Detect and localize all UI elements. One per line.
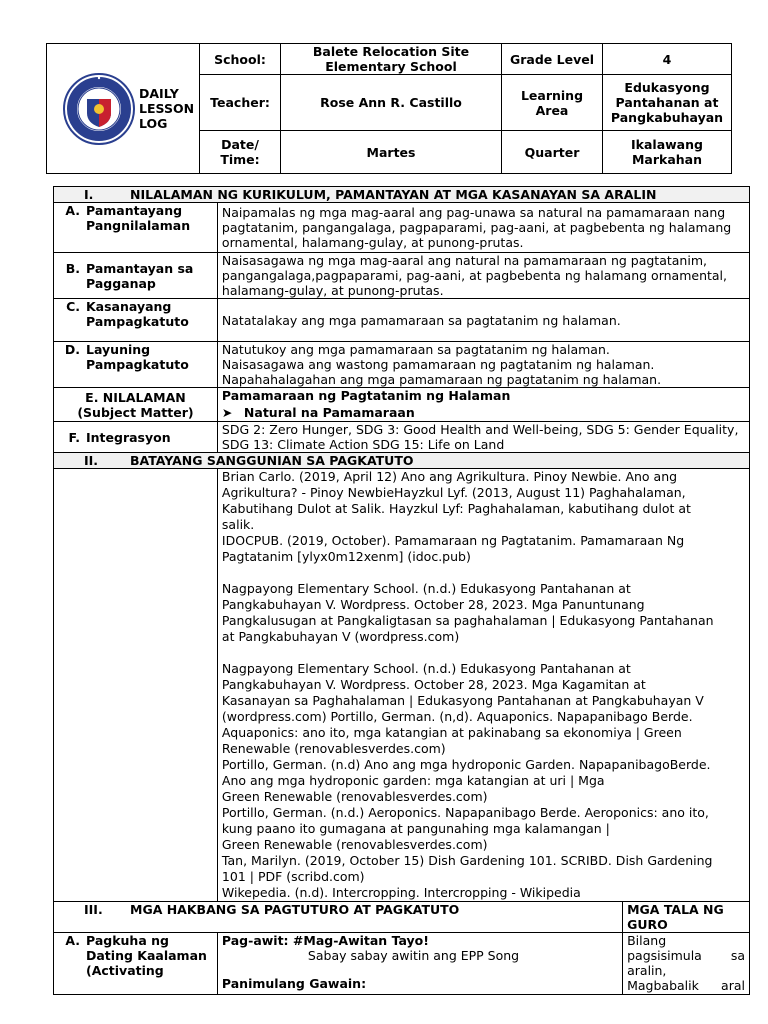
note-line: aralin,: [627, 963, 667, 978]
reference-line: (wordpress.com) Portillo, German. (n,d). Aquaponics. Napapanibago Berde.: [221, 709, 693, 724]
quarter-value: Ikalawang Markahan: [603, 131, 732, 174]
row-lines: [217, 342, 749, 388]
references-list: [217, 469, 749, 902]
row-text: Natatalakay ang mga pamamaraan sa pagtatanim ng halaman.: [217, 299, 749, 342]
row-pamantayan-sa-pagganap: [54, 253, 750, 299]
reference-line: Nagpayong Elementary School. (n.d.) Edukasyong Pantahanan at: [221, 661, 631, 676]
row-layuning-pampagkatuto: [54, 342, 750, 388]
reference-line: Portillo, German. (n.d.) Aeroponics. Napapanibago Berde. Aeroponics: ano ito,: [221, 805, 709, 820]
section-header-3: [54, 902, 750, 933]
row-label: Pamantayan sa Pagganap: [86, 260, 194, 291]
daily-lesson-log-title: [139, 86, 194, 131]
reference-line: Pangkalusugan at Pangkaligtasan sa paghahalaman | Edukasyong Pantahanan: [221, 613, 714, 628]
teacher-notes: [623, 933, 750, 995]
school-value: Balete Relocation Site Elementary School: [281, 44, 502, 75]
reference-line: Portillo, German. (n.d) Ano ang mga hydroponic Garden. NapapanibagoBerde.: [221, 757, 711, 772]
section-number: I.: [84, 187, 94, 202]
row-integrasyon: [54, 422, 750, 453]
area-value: Edukasyong Pantahanan at Pangkabuhayan: [603, 75, 732, 131]
song-title: Pag-awit: #Mag-Awitan Tayo!: [221, 933, 429, 948]
reference-line: 101 | PDF (scribd.com): [221, 869, 365, 884]
note-line: Magbabalik aral: [627, 978, 745, 993]
song-instruction: Sabay sabay awitin ang EPP Song: [307, 948, 520, 963]
reference-line: Kasanayan sa Paghahalaman | Edukasyong Pantahanan at Pangkabuhayan V: [221, 693, 704, 708]
row-pagkuha-ng-dating-kaalaman: [54, 933, 750, 995]
reference-line: kung paano ito gumagana at pangunahing mga kalamangan |: [221, 821, 610, 836]
section-title: MGA HAKBANG SA PAGTUTURO AT PAGKATUTO: [130, 902, 460, 917]
reference-line: at Pangkabuhayan V (wordpress.com): [221, 629, 460, 644]
objective-line: Naisasagawa ang wastong pamamaraan ng pagtatanim ng halaman.: [221, 357, 655, 372]
row-letter: A.: [65, 933, 80, 948]
arrow-bullet-icon: ➤: [221, 405, 233, 420]
section-header: [54, 453, 750, 469]
row-letter: A.: [65, 203, 80, 218]
row-label: Integrasyon: [86, 429, 171, 445]
row-references: [54, 469, 750, 902]
date-label: Date/ Time:: [200, 131, 281, 174]
section-header: [54, 187, 750, 203]
school-label: School:: [200, 44, 281, 75]
row-label: Pamantayang Pangnilalaman: [86, 203, 191, 233]
section-title: BATAYANG SANGGUNIAN SA PAGKATUTO: [130, 453, 414, 468]
reference-line: Kabutihang Dulot at Salik. Hayzkul Lyf: Paghahalaman, kabutihang dulot at: [221, 501, 691, 516]
quarter-label: Quarter: [502, 131, 603, 174]
row-letter: F.: [68, 429, 80, 445]
grade-label: Grade Level: [502, 44, 603, 75]
area-label: Learning Area: [502, 75, 603, 131]
section-number: II.: [84, 453, 99, 468]
row-content: [217, 388, 749, 422]
note-line: pagsisimula sa: [627, 948, 745, 963]
grade-value: 4: [603, 44, 732, 75]
reference-line: Wikepedia. (n.d). Intercropping. Intercropping - Wikipedia: [221, 885, 581, 900]
activity-content: [217, 933, 622, 995]
title-line: LOG: [139, 116, 168, 131]
row-kasanayang-pampagkatuto: [54, 299, 750, 342]
panimulang-gawain: Panimulang Gawain:: [221, 976, 367, 991]
reference-line: [222, 645, 745, 661]
row-label: Layuning Pampagkatuto: [86, 342, 189, 372]
reference-line: Pangkabuhayan V. Wordpress. October 28, 2023. Mga Kagamitan at: [221, 677, 646, 692]
reference-line: IDOCPUB. (2019, October). Pamamaraan ng Pagtatanim. Pamamaraan Ng: [221, 533, 685, 548]
title-line: LESSON: [139, 101, 195, 116]
reference-line: Nagpayong Elementary School. (n.d.) Edukasyong Pantahanan at: [221, 581, 631, 596]
reference-line: Aquaponics: ano ito, mga katangian at pakinabang sa ekonomiya | Green: [221, 725, 682, 740]
date-value: Martes: [281, 131, 502, 174]
reference-line: Pangkabuhayan V. Wordpress. October 28, 2023. Mga Panuntunang: [221, 597, 645, 612]
section-number: III.: [84, 902, 103, 917]
row-label: E. NILALAMAN (Subject Matter): [54, 388, 218, 422]
section-title: NILALAMAN NG KURIKULUM, PAMANTAYAN AT MGA KASANAYAN SA ARALIN: [130, 187, 657, 202]
objective-line: Natutukoy ang mga pamamaraan sa pagtatanim ng halaman.: [221, 342, 610, 357]
teacher-value: Rose Ann R. Castillo: [281, 75, 502, 131]
reference-line: Green Renewable (renovablesverdes.com): [221, 789, 488, 804]
teacher-label: Teacher:: [200, 75, 281, 131]
row-text: SDG 2: Zero Hunger, SDG 3: Good Health and Well-being, SDG 5: Gender Equality, SDG 13: Climate Action SDG 15: Life on Land: [217, 422, 749, 453]
row-text: Naisasagawa ng mga mag-aaral ang natural na pamamaraan ng pagtatanim, pangangalaga,pagpaparami, pag-aani, at pagbebenta ng halamang ornamental, halamang-gulay, at punong-prutas.: [217, 253, 749, 299]
reference-line: Renewable (renovablesverdes.com): [221, 741, 446, 756]
lesson-table: [53, 186, 750, 995]
notes-header: MGA TALA NG GURO: [623, 902, 750, 933]
reference-line: Green Renewable (renovablesverdes.com): [221, 837, 488, 852]
row-label: Kasanayang Pampagkatuto: [86, 299, 189, 329]
reference-line: Tan, Marilyn. (2019, October 15) Dish Gardening 101. SCRIBD. Dish Gardening: [221, 853, 713, 868]
reference-line: Agrikultura? - Pinoy NewbieHayzkul Lyf. (2013, August 11) Paghahalaman,: [221, 485, 686, 500]
note-line: Bilang: [627, 933, 667, 948]
objective-line: Napahahalagahan ang mga pamamaraan ng pagtatanim ng halaman.: [221, 372, 662, 387]
row-letter: D.: [64, 342, 80, 357]
reference-line: [222, 565, 745, 581]
row-letter: C.: [66, 299, 80, 314]
row-letter: B.: [65, 260, 80, 276]
row-label: Pagkuha ng Dating Kaalaman (Activating: [86, 933, 207, 978]
subject-bullet: Natural na Pamamaraan: [243, 405, 415, 420]
row-nilalaman: [54, 388, 750, 422]
row-pamantayang-pangnilalaman: [54, 203, 750, 253]
title-line: DAILY: [139, 86, 179, 101]
header-table: [46, 43, 732, 174]
logo-cell: [47, 44, 200, 174]
deped-seal-icon: [63, 73, 135, 145]
reference-line: Brian Carlo. (2019, April 12) Ano ang Agrikultura. Pinoy Newbie. Ano ang: [221, 469, 678, 484]
subject-title: Pamamaraan ng Pagtatanim ng Halaman: [221, 388, 511, 403]
reference-line: salik.: [221, 517, 255, 532]
row-text: Naipamalas ng mga mag-aaral ang pag-unawa sa natural na pamamaraan nang pagtatanim, pangangalaga, pagpaparami, pag-aani, at pagbebenta ng halamang ornamental, halamang-gulay, at punong-prutas.: [217, 203, 749, 253]
reference-line: Pagtatanim [ylyx0m12xenm] (idoc.pub): [221, 549, 471, 564]
reference-line: Ano ang mga hydroponic garden: mga katangian at uri | Mga: [221, 773, 605, 788]
